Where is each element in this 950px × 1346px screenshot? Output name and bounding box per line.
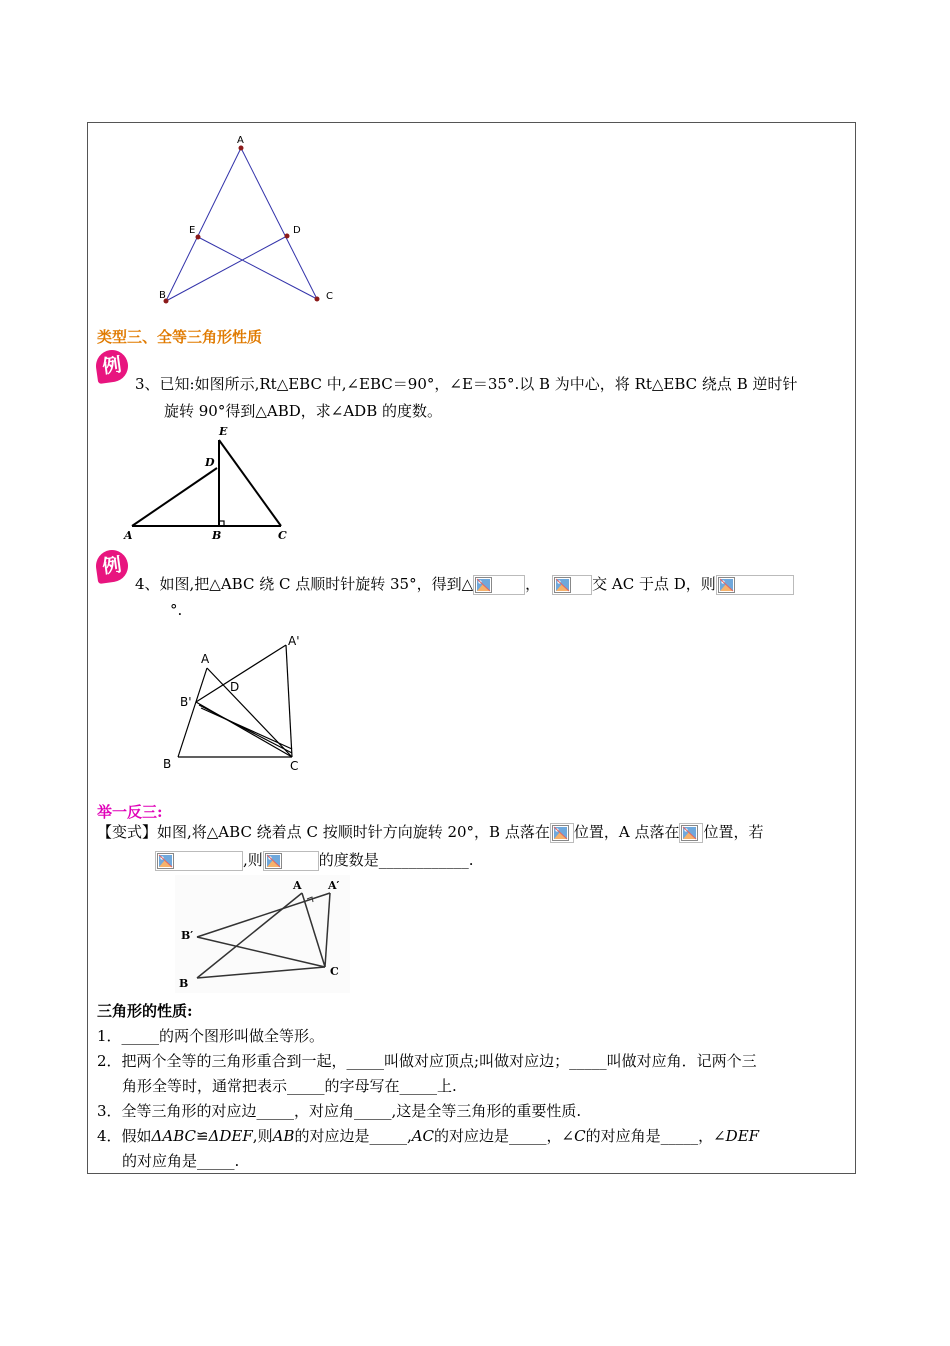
item4-text: 4．假如 xyxy=(97,1127,152,1145)
variant-label-c: C xyxy=(330,965,339,978)
ex4-label-a2: A' xyxy=(288,634,300,648)
fig1-label-d: D xyxy=(293,225,301,236)
property-item-3: 3．全等三角形的对应边_____，对应角_____,这是全等三角形的重要性质. xyxy=(97,1102,582,1120)
variant-label-a: A xyxy=(293,879,302,892)
item4-abc: ΔABC xyxy=(151,1127,196,1145)
ex3-text-line2: 旋转 90°得到△ABD，求∠ADB 的度数。 xyxy=(164,402,442,420)
ex4-label-b: B xyxy=(163,757,172,771)
variant-text-b: 位置，A 点落在 xyxy=(573,823,680,841)
ex4-sep: ， xyxy=(525,575,541,593)
variant-text-a: 【变式】如图,将△ABC 绕着点 C 按顺时针方向旋转 20°，B 点落在 xyxy=(97,823,550,841)
item4-text: 的对应角是_____，∠ xyxy=(585,1127,726,1145)
variant-answer-blank[interactable]: ____________ xyxy=(378,851,469,869)
broken-image-icon xyxy=(679,823,703,843)
item4-text: 的对应边是_____，∠ xyxy=(434,1127,575,1145)
item4-c: C xyxy=(574,1127,586,1145)
fig1-label-c: C xyxy=(326,291,333,302)
figure-variant-rotation xyxy=(175,875,350,993)
ex4-text-line2: °. xyxy=(170,601,183,619)
ex3-text-line1: 3、已知:如图所示,Rt△EBC 中,∠EBC＝90°，∠E＝35°.以 B 为中心，将 Rt△EBC 绕点 B 逆时针 xyxy=(135,375,798,393)
fig1-label-e: E xyxy=(189,225,196,236)
figure-triangle-abc-ed xyxy=(150,130,350,310)
ex3-label-a: A xyxy=(124,529,133,542)
property-item-4-line1 xyxy=(97,1124,759,1148)
broken-image-icon xyxy=(552,575,592,595)
item4-def: ΔDEF xyxy=(208,1127,253,1145)
broken-image-icon xyxy=(716,575,794,595)
broken-image-icon xyxy=(473,575,525,595)
item4-cong: ≌ xyxy=(196,1127,209,1145)
fig1-label-b: B xyxy=(159,290,166,301)
ex3-label-b: B xyxy=(212,529,222,542)
property-item-2-line2: 角形全等时，通常把表示_____的字母写在_____上. xyxy=(122,1077,457,1095)
variant-text-c: 位置，若 xyxy=(703,823,764,841)
figure-rotated-triangle-abc xyxy=(155,625,315,775)
property-item-2-line1: 2．把两个全等的三角形重合到一起，_____叫做对应顶点;叫做对应边；_____叫做对应角．记两个三 xyxy=(97,1052,757,1070)
ex4-label-a: A xyxy=(201,652,210,666)
broken-image-icon xyxy=(263,851,319,871)
fig1-label-a: A xyxy=(237,135,244,146)
ex4-text-part2: 交 AC 于点 D，则 xyxy=(592,575,716,593)
property-item-4-line2: 的对应角是_____. xyxy=(122,1152,240,1170)
variant-label-a2: A′ xyxy=(328,879,340,892)
variant-line1 xyxy=(97,820,763,844)
ex4-label-c: C xyxy=(290,759,299,773)
item4-def2: DEF xyxy=(725,1127,760,1145)
ex3-label-d: D xyxy=(205,456,215,469)
ex3-label-e: E xyxy=(219,425,228,438)
ex4-text-part1: 4、如图,把△ABC 绕 C 点顺时针旋转 35°，得到△ xyxy=(135,575,474,593)
ex4-line1 xyxy=(135,572,794,596)
example-badge-icon: 例 xyxy=(94,548,130,584)
section-heading: 类型三、全等三角形性质 xyxy=(97,328,263,346)
variant-text-end: . xyxy=(468,851,474,869)
broken-image-icon xyxy=(155,851,243,871)
variant-label-b2: B′ xyxy=(181,929,194,942)
figure-right-triangle-rotation xyxy=(118,420,308,545)
item4-ab: AB xyxy=(272,1127,295,1145)
ex4-label-b2: B' xyxy=(180,695,192,709)
variant-heading: 举一反三: xyxy=(97,803,163,821)
ex4-label-d: D xyxy=(230,680,240,694)
variant-label-b: B xyxy=(179,977,189,990)
broken-image-icon xyxy=(550,823,574,843)
variant-text-d: ,则 xyxy=(243,851,263,869)
variant-text-e: 的度数是 xyxy=(318,851,379,869)
property-item-1: 1．_____的两个图形叫做全等形。 xyxy=(97,1027,325,1045)
ex3-label-c: C xyxy=(278,529,287,542)
item4-text: ,则 xyxy=(252,1127,273,1145)
item4-ac: AC xyxy=(411,1127,435,1145)
properties-heading: 三角形的性质: xyxy=(97,1002,193,1020)
item4-text: 的对应边是_____, xyxy=(294,1127,412,1145)
example-badge-icon: 例 xyxy=(94,348,130,384)
variant-line2 xyxy=(155,848,474,872)
